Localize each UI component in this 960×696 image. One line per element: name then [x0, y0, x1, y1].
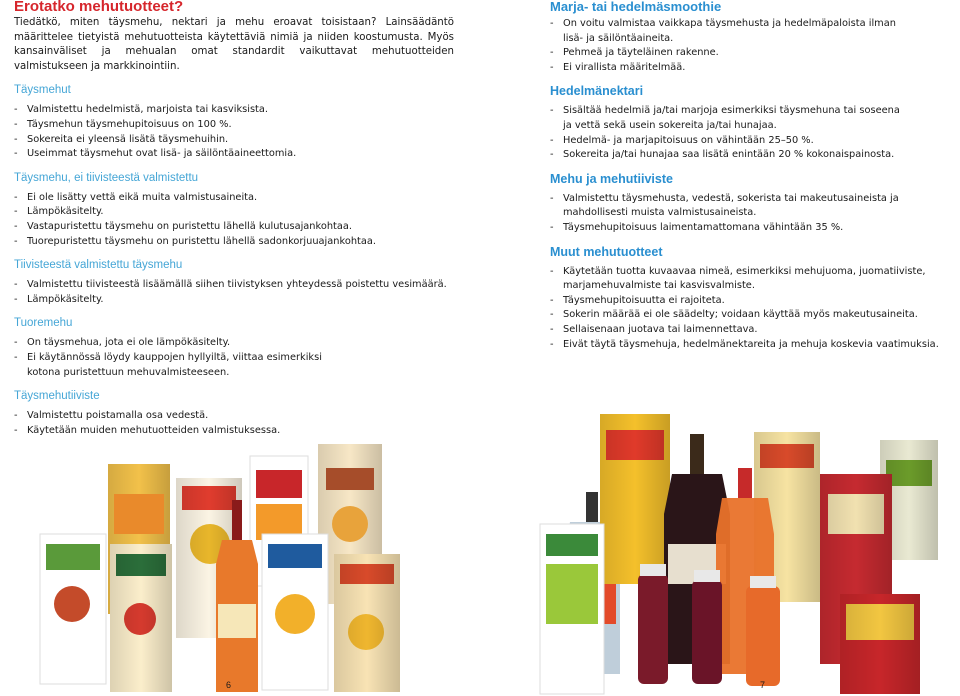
- list-item: - Sokereita ei yleensä lisätä täysmehuihin.: [14, 133, 454, 148]
- list-item: - Valmistettu poistamalla osa vedestä.: [14, 409, 454, 424]
- section-title: Mehu ja mehutiiviste: [550, 171, 673, 186]
- section-title: Tiivisteestä valmistettu täysmehu: [14, 259, 183, 272]
- list-item: - Valmistettu hedelmistä, marjoista tai kasviksista.: [14, 103, 454, 118]
- list-item: - Hedelmä- ja marjapitoisuus on vähintään 25–50 %.: [550, 134, 946, 149]
- section-title: Tuoremehu: [14, 317, 73, 330]
- section-title: Täysmehut: [14, 84, 71, 97]
- list-item: - Sellaisenaan juotava tai laimennettava.: [550, 323, 946, 338]
- page-title: Erotatko mehutuotteet?: [14, 0, 184, 14]
- list-item: - Sokerin määrää ei ole säädelty; voidaan käyttää myös makeutusaineita.: [550, 308, 946, 323]
- section-title: Täysmehutiiviste: [14, 390, 100, 403]
- section-tuoremehu: [14, 316, 454, 380]
- list-item: - Lämpökäsitelty.: [14, 293, 454, 308]
- list-item: - Lämpökäsitelty.: [14, 205, 454, 220]
- section-muut-mehutuotteet: [550, 245, 946, 353]
- left-page: [14, 0, 454, 438]
- page-number-right: 7: [760, 680, 766, 690]
- list-item: - On täysmehua, jota ei ole lämpökäsitelty.: [14, 336, 454, 351]
- list-item: - Valmistettu täysmehusta, vedestä, sokerista tai makeutusaineista ja mahdollisesti muista valmistusaineista.: [550, 192, 946, 221]
- juice-products-photo: [0, 404, 960, 696]
- list-item: - Useimmat täysmehut ovat lisä- ja säilöntäaineettomia.: [14, 147, 454, 162]
- list-item: - Täysmehupitoisuutta ei rajoiteta.: [550, 294, 946, 309]
- carton: [840, 594, 920, 694]
- section-taysmehut: [14, 83, 454, 161]
- list-item: - Käytetään tuotta kuvaavaa nimeä, esimerkiksi mehujuoma, juomatiiviste, marjamehuvalmiste tai kasvisvalmiste.: [550, 265, 946, 294]
- section-title: Marja- tai hedelmäsmoothie: [550, 0, 722, 14]
- section-title: Täysmehu, ei tiivisteestä valmistettu: [14, 171, 199, 184]
- carton: [110, 544, 172, 692]
- section-ei-tiivisteesta: [14, 171, 454, 249]
- list-item: - Täysmehupitoisuus laimentamattomana vähintään 35 %.: [550, 221, 946, 236]
- list-item: - Eivät täytä täysmehuja, hedelmänektareita ja mehuja koskevia vaatimuksia.: [550, 338, 946, 353]
- list-item: - Valmistettu tiivisteestä lisäämällä siihen tiivistyksen yhteydessä poistettu vesimäärä.: [14, 278, 454, 293]
- list-item: - Täysmehun täysmehupitoisuus on 100 %.: [14, 118, 454, 133]
- section-mehu-ja-mehutiiviste: [550, 172, 946, 236]
- carton: [262, 534, 328, 690]
- list-item: - On voitu valmistaa vaikkapa täysmehusta ja hedelmäpaloista ilman lisä- ja säilöntäaineita.: [550, 17, 946, 46]
- list-item: - Sokereita ja/tai hunajaa saa lisätä enintään 20 % kokonaispainosta.: [550, 148, 946, 163]
- carton: [540, 524, 604, 694]
- carton: [334, 554, 400, 692]
- section-tiivisteesta: [14, 258, 454, 307]
- intro-text: Tiedätkö, miten täysmehu, nektari ja mehu eroavat toisistaan? Lainsäädäntö määrittelee tietyistä mehutuotteista käytettäviä nimiä ja niiden koostumusta. Myös kansainväliset ja mehualan omat standardit vaikuttavat mehutuotteiden valmistukseen ja markkinointiin.: [14, 17, 454, 72]
- list-item: - Käytetään muiden mehutuotteiden valmistuksessa.: [14, 424, 454, 439]
- list-item: - Tuorepuristettu täysmehu on puristettu lähellä sadonkorjuuajankohtaa.: [14, 235, 454, 250]
- section-title: Hedelmänektari: [550, 84, 644, 99]
- list-item: - Vastapuristettu täysmehu on puristettu lähellä kulutusajankohtaa.: [14, 220, 454, 235]
- list-item: - Ei käytännössä löydy kauppojen hyllyiltä, viittaa esimerkiksi kotona puristettuun mehuvalmisteeseen.: [14, 351, 454, 380]
- list-item: - Sisältää hedelmiä ja/tai marjoja esimerkiksi täysmehuna tai soseena ja vettä sekä usein sokereita ja/tai hunajaa.: [550, 104, 946, 133]
- list-item: - Ei ole lisätty vettä eikä muita valmistusaineita.: [14, 191, 454, 206]
- page-number-left: 6: [226, 680, 232, 690]
- list-item: - Ei virallista määritelmää.: [550, 61, 946, 76]
- section-title: Muut mehutuotteet: [550, 244, 663, 259]
- right-page: [550, 0, 946, 352]
- carton: [40, 534, 106, 684]
- section-hedelmanektari: [550, 84, 946, 162]
- carton: [600, 414, 670, 584]
- list-item: - Pehmeä ja täyteläinen rakenne.: [550, 46, 946, 61]
- section-smoothie: [550, 0, 946, 75]
- bottle: [638, 564, 780, 686]
